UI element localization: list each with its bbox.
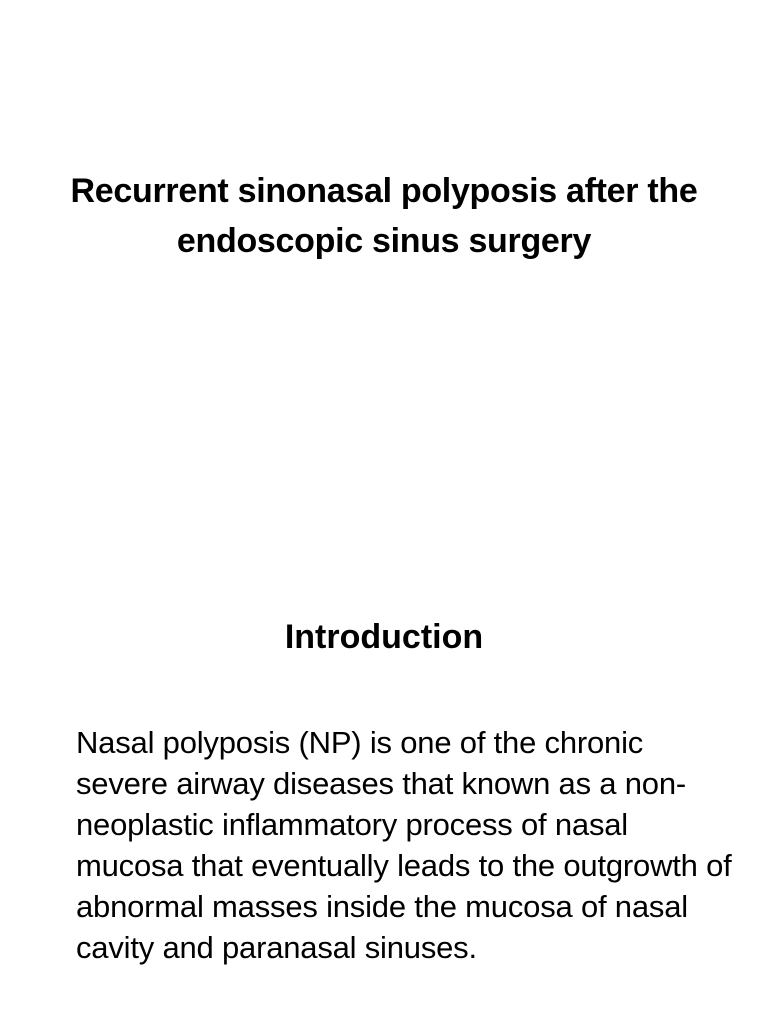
section-heading: Introduction (284, 618, 484, 656)
slide-title: Recurrent sinonasal polyposis after the endoscopic sinus surgery (70, 172, 698, 260)
body-paragraph: Nasal polyposis (NP) is one of the chronic severe airway diseases that known as a non-neoplastic inflammatory process of nasal mucosa that eventually leads to the outgrowth of abnormal masses inside the mucosa of nasal cavity and paranasal sinuses. (76, 725, 732, 965)
